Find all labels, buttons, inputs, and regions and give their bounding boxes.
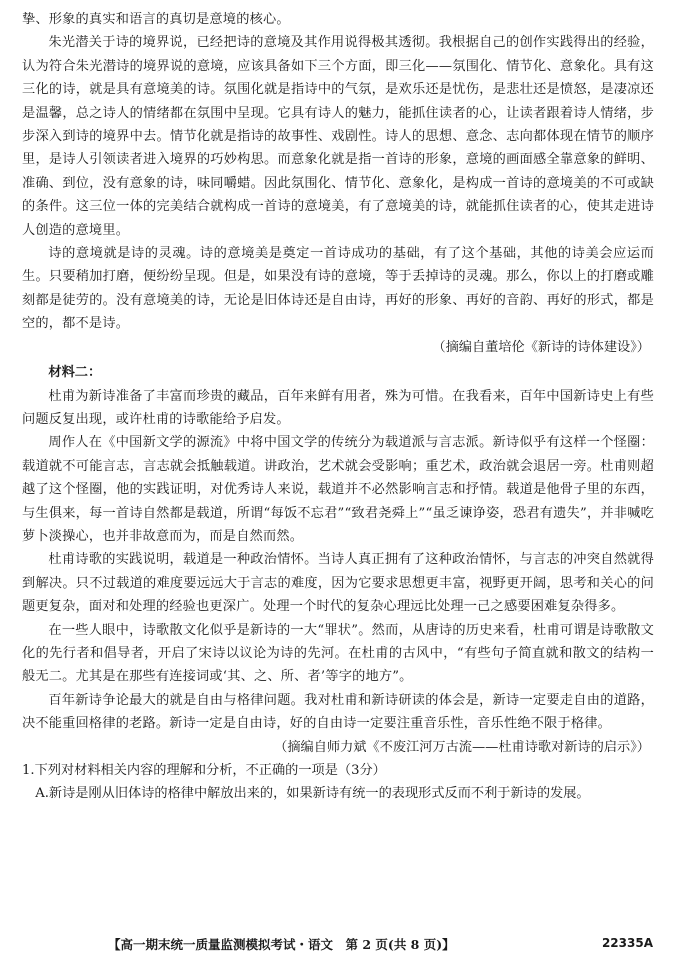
- source-citation-1: （摘编自董培伦《新诗的诗体建设》）: [432, 339, 650, 355]
- paragraph-freedom: 百年新诗争论最大的就是自由与格律问题。我对杜甫和新诗研读的体会是，新诗一定要走自由的道路，决不能重回格律的老路。新诗一定是自由诗，好的自由诗一定要注重音乐性，音乐性绝不限于格律。: [22, 692, 654, 732]
- footer-code: 22335A: [601, 936, 653, 950]
- page-content: [22, 8, 654, 806]
- paragraph-political: 杜甫诗歌的实践说明，载道是一种政治情怀。当诗人真正拥有了这种政治情怀，与言志的冲突自然就得到解决。只不过载道的难度要远远大于言志的难度，因为它要求思想更丰富，视野更开阔，思考和关心的问题更复杂，面对和处理的经验也更深广。处理一个时代的复杂心理远比处理一己之感要困难复杂得多。: [22, 552, 654, 615]
- source-citation-2: （摘编自师力斌《不废江河万古流——杜甫诗歌对新诗的启示》）: [274, 739, 650, 755]
- paragraph-zhou-zuoren: 周作人在《中国新文学的源流》中将中国文学的传统分为载道派与言志派。新诗似乎有这样一个怪圈：载道就不可能言志，言志就会抵触载道。讲政治，艺术就会受影响；重艺术，政治就会退居一旁。杜甫则超越了这个怪圈，他的实践证明，对优秀诗人来说，载道并不必然影响言志和抒情。载道是他骨子里的东西，与生俱来，每一首诗自然都是载道，所谓“每饭不忘君”“致君尧舜上”“虽乏谏诤姿，恐君有遗失”，并非喊吃萝卜淡操心，也并非故意而为，而是自然而然。: [22, 435, 654, 544]
- paragraph-opening: 挚、形象的真实和语言的真切是意境的核心。: [22, 12, 290, 27]
- page-footer: [0, 935, 677, 955]
- paragraph-prose: 在一些人眼中，诗歌散文化似乎是新诗的一大“罪状”。然而，从唐诗的历史来看，杜甫可谓是诗歌散文化的先行者和倡导者，开启了宋诗以议论为诗的先河。在杜甫的古风中，“有些句子简直就和散文的结构一般无二。尤其是在那些有连接词或‘其、之、所、者’等字的地方”。: [22, 622, 654, 685]
- paragraph-soul: 诗的意境就是诗的灵魂。诗的意境美是奠定一首诗成功的基础，有了这个基础，其他的诗美会应运而生。只要稍加打磨，便纷纷呈现。但是，如果没有诗的意境，等于丢掉诗的灵魂。那么，你以上的打磨或雕刻都是徒劳的。没有意境美的诗，无论是旧体诗还是自由诗，再好的形象、再好的音韵、再好的形式，都是空的，都不是诗。: [22, 246, 654, 332]
- footer-title: 【高一期末统一质量监测模拟考试・语文 第 2 页(共 8 页)】: [108, 937, 455, 952]
- material-2-heading: 材料二：: [48, 365, 102, 381]
- question-1-option-a: A.新诗是刚从旧体诗的格律中解放出来的，如果新诗有统一的表现形式反而不利于新诗的发展。: [35, 786, 590, 802]
- paragraph-zhu-guangqian: 朱光潜关于诗的境界说，已经把诗的意境及其作用说得极其透彻。我根据自己的创作实践得出的经验，认为符合朱光潜诗的境界说的意境，应该具备如下三个方面，即三化——氛围化、情节化、意象化。具有这三化的诗，就是具有意境美的诗。氛围化就是指诗中的气氛，是欢乐还是忧伤，是悲壮还是愤怒，是凄凉还是温馨，总之诗人的情绪都在氛围中呈现。它具有诗人的魅力，能抓住读者的心，让读者跟着诗人情绪，步步深入到诗的境界中去。情节化就是指诗的故事性、戏剧性。诗人的思想、意念、志向都体现在情节的顺序里，是诗人引领读者进入境界的巧妙构思。而意象化就是指一首诗的形象，意境的画面感全靠意象的鲜明、准确、到位，没有意象的诗，味同嚼蜡。因此氛围化、情节化、意象化，是构成一首诗的意境美的不可或缺的条件。这三位一体的完美结合就构成一首诗的意境美，有了意境美的诗，就能抓住读者的心，使其走进诗人创造的意境里。: [22, 35, 654, 238]
- question-1: 1.下列对材料相关内容的理解和分析，不正确的一项是（3分）: [22, 763, 386, 778]
- paragraph-dufu-intro: 杜甫为新诗准备了丰富而珍贵的藏品，百年来鲜有用者，殊为可惜。在我看来，百年中国新诗史上有些问题反复出现，或许杜甫的诗歌能给予启发。: [22, 388, 654, 427]
